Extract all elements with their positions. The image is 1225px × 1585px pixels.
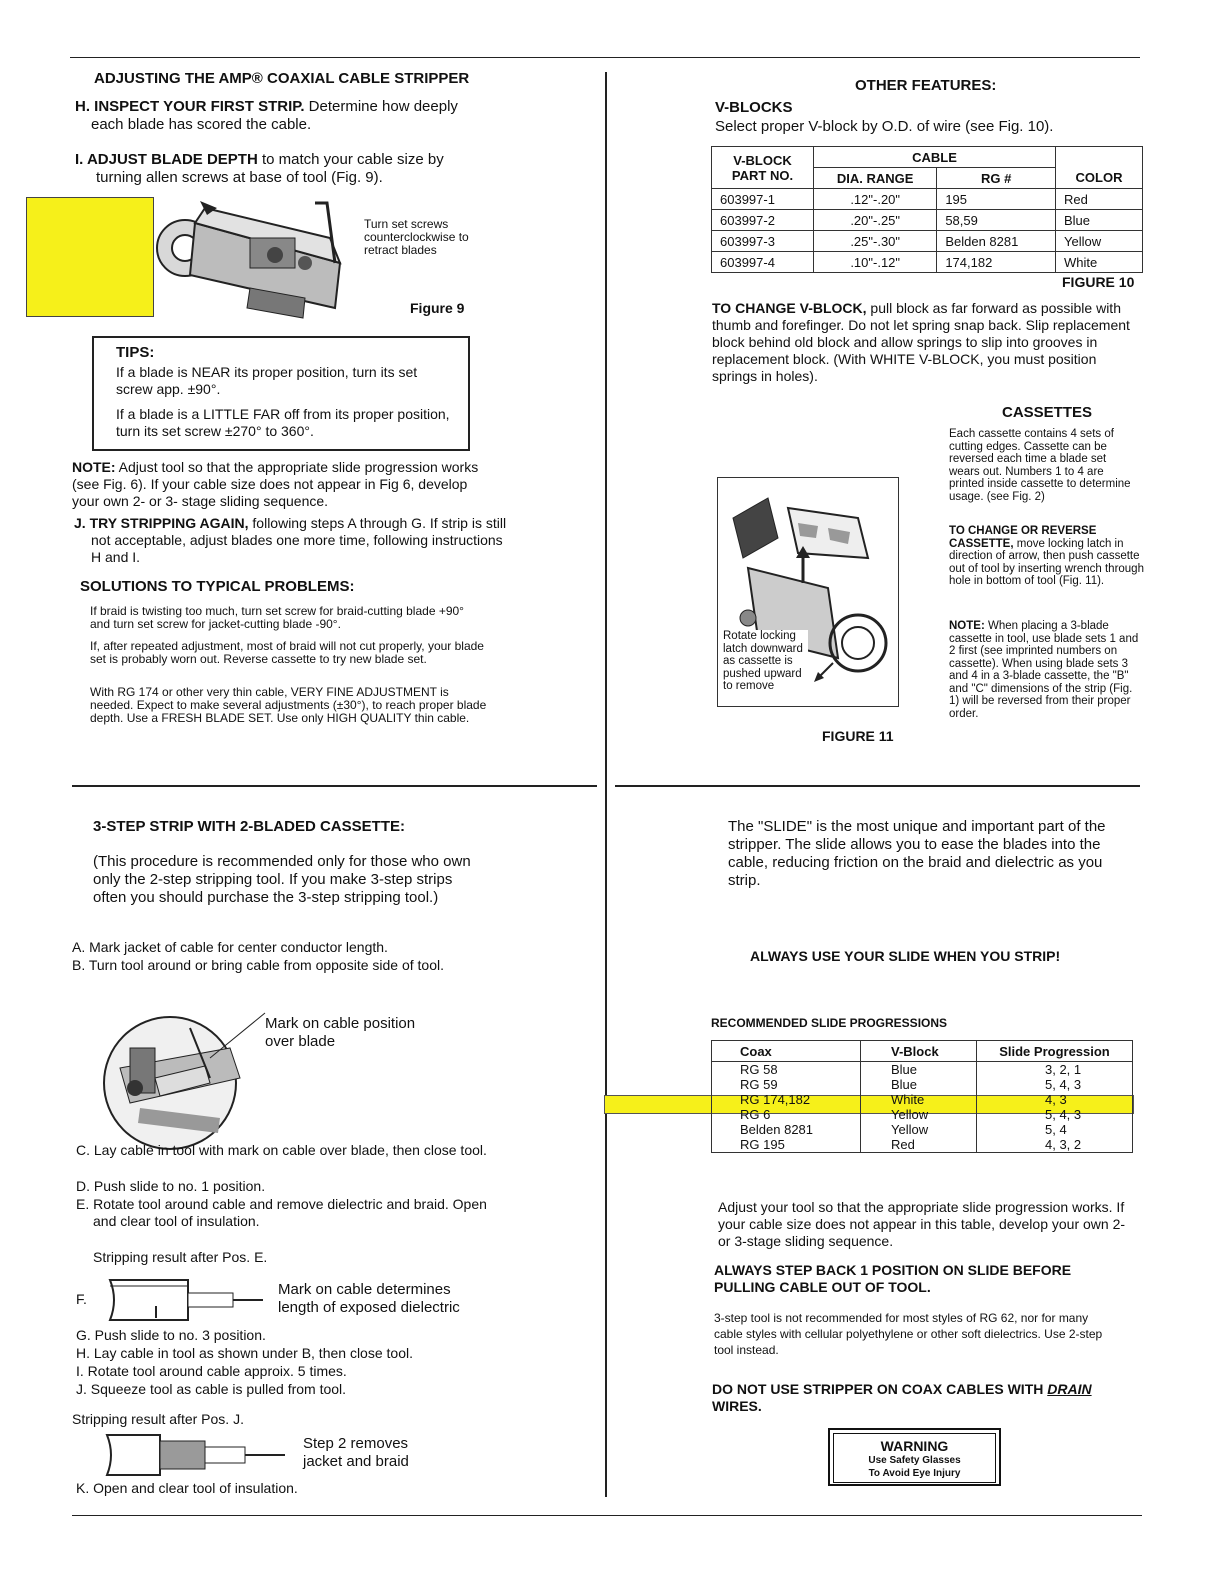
cell-rg: 58,59 xyxy=(937,210,1056,231)
drain-word: DRAIN xyxy=(1047,1381,1092,1397)
solutions-title: SOLUTIONS TO TYPICAL PROBLEMS: xyxy=(80,578,355,595)
cell-slide: 5, 4, 3 xyxy=(977,1107,1133,1122)
warning-box xyxy=(828,1428,1001,1486)
cell-coax: Belden 8281 xyxy=(712,1122,861,1137)
cell-rg: 174,182 xyxy=(937,252,1056,273)
cell-slide: 5, 4 xyxy=(977,1122,1133,1137)
fig-j-callout: Step 2 removes jacket and braid xyxy=(303,1435,409,1470)
q1-title: ADJUSTING THE AMP® COAXIAL CABLE STRIPPER xyxy=(94,70,470,87)
cell-coax: RG 195 xyxy=(712,1137,861,1153)
change-cassette-text: move locking latch in direction of arrow, then push cassette out of tool by inserting wrench through hole in bottom of tool (Fig. 11). xyxy=(949,537,1144,587)
do-not-use-text xyxy=(712,1381,1142,1415)
step-i-label: I. ADJUST BLADE DEPTH xyxy=(75,151,258,168)
fig9-caption: Turn set screws counterclockwise to retract blades xyxy=(364,217,469,257)
vblocks-title: V-BLOCKS xyxy=(715,99,793,116)
th-vblock: V-Block xyxy=(861,1041,977,1062)
step-j-text: following steps A through G. If strip is still not acceptable, adjust blades one more time, following instructions H and I. xyxy=(91,515,507,565)
q3-result-j: Stripping result after Pos. J. xyxy=(72,1411,244,1427)
cell-coax: RG 174,182 xyxy=(712,1092,861,1107)
th-color: COLOR xyxy=(1056,168,1143,189)
bottom-rule xyxy=(72,1515,1142,1516)
q3-step-c: C. Lay cable in tool with mark on cable over blade, then close tool. xyxy=(76,1142,487,1158)
fig-b-callout: Mark on cable position over blade xyxy=(265,1015,416,1050)
th-vblock-part: V-BLOCK PART NO. xyxy=(712,147,814,189)
q3-step-e: E. Rotate tool around cable and remove dielectric and braid. Open and clear tool of insulation. xyxy=(76,1196,487,1229)
strip-result-e-illustration xyxy=(108,1278,268,1323)
warning-line-2: To Avoid Eye Injury xyxy=(868,1468,961,1479)
cassettes-text-2 xyxy=(949,525,1144,588)
cell-vblock: Red xyxy=(861,1137,977,1153)
fig9-label: Figure 9 xyxy=(410,300,465,316)
cassettes-text-3 xyxy=(949,620,1144,720)
middle-rule-left xyxy=(72,785,597,787)
fig10-label: FIGURE 10 xyxy=(1062,274,1135,290)
step-h-label: H. INSPECT YOUR FIRST STRIP. xyxy=(75,98,305,115)
wires-word: WIRES. xyxy=(712,1398,762,1414)
adjust-text: Adjust your tool so that the appropriate slide progression works. If your cable size does not appear in this table, develop your own 2- or 3-stage sliding sequence. xyxy=(718,1199,1126,1249)
always-use-slide: ALWAYS USE YOUR SLIDE WHEN YOU STRIP! xyxy=(750,948,1061,964)
q3-step-d: D. Push slide to no. 1 position. xyxy=(76,1178,266,1194)
cell-vblock: Yellow xyxy=(861,1107,977,1122)
cell-rg: Belden 8281 xyxy=(937,231,1056,252)
cell-vblock: Blue xyxy=(861,1062,977,1078)
tip-far: If a blade is a LITTLE FAR off from its proper position, turn its set screw ±270° to 360°. xyxy=(116,406,450,439)
cell-slide: 4, 3 xyxy=(977,1092,1133,1107)
cell-slide: 4, 3, 2 xyxy=(977,1137,1133,1153)
change-vblock-text: pull block as far forward as possible with thumb and forefinger. Do not let spring snap back. Slip replacement block behind old block and allow springs to slip into grooves in replacement block. (With WHITE V-BLOCK, you must position springs in holes). xyxy=(712,300,1130,384)
step-i-text: to match your cable size by xyxy=(257,151,444,168)
do-not-use-main: DO NOT USE STRIPPER ON COAX CABLES WITH xyxy=(712,1381,1048,1397)
vblock-table xyxy=(711,146,1143,273)
th-cable: CABLE xyxy=(814,147,1056,168)
tip-near: If a blade is NEAR its proper position, turn its set screw app. ±90°. xyxy=(116,364,418,397)
cell-rg: 195 xyxy=(937,189,1056,210)
solution-3: With RG 174 or other very thin cable, VERY FINE ADJUSTMENT is needed. Expect to make several adjustments (±30°), to reach proper blade depth. Use a FRESH BLADE SET. Use only HIGH QUALITY thin cable. xyxy=(90,685,487,725)
cell-color: Yellow xyxy=(1056,231,1143,252)
table-row xyxy=(712,1107,1133,1122)
tips-title: TIPS: xyxy=(116,344,155,361)
vblocks-text: Select proper V-block by O.D. of wire (see Fig. 10). xyxy=(715,118,1054,135)
cell-dia: .20"-.25" xyxy=(814,210,937,231)
cell-coax: RG 6 xyxy=(712,1107,861,1122)
fig11-label: FIGURE 11 xyxy=(822,728,894,744)
cell-vblock: Blue xyxy=(861,1077,977,1092)
cell-part: 603997-4 xyxy=(712,252,814,273)
table-row xyxy=(712,1077,1133,1092)
q3-step-b: B. Turn tool around or bring cable from opposite side of tool. xyxy=(72,957,444,973)
fig-f-callout: Mark on cable determines length of exposed dielectric xyxy=(278,1281,460,1316)
change-cassette-label: TO CHANGE OR REVERSE CASSETTE, xyxy=(949,525,1097,550)
cassettes-text-1: Each cassette contains 4 sets of cutting edges. Cassette can be reversed each time a blade set wears out. Numbers 1 to 4 are printed inside cassette to determine usage. (see Fig. 2) xyxy=(949,428,1131,503)
th-dia-range: DIA. RANGE xyxy=(814,168,937,189)
cell-color: Red xyxy=(1056,189,1143,210)
cell-part: 603997-3 xyxy=(712,231,814,252)
cell-vblock: White xyxy=(861,1092,977,1107)
q3-step-j: J. Squeeze tool as cable is pulled from tool. xyxy=(76,1381,347,1397)
not-recommended-text: 3-step tool is not recommended for most styles of RG 62, nor for many cable styles with cellular polyethylene or other soft dielectrics. Use 2-step tool instead. xyxy=(714,1311,1103,1357)
cell-dia: .12"-.20" xyxy=(814,189,937,210)
q3-step-k: K. Open and clear tool of insulation. xyxy=(76,1480,298,1496)
cell-part: 603997-1 xyxy=(712,189,814,210)
q1-note xyxy=(72,459,497,510)
table-row xyxy=(712,1062,1133,1078)
solution-1: If braid is twisting too much, turn set screw for braid-cutting blade +90° and turn set screw for jacket-cutting blade -90°. xyxy=(90,604,464,631)
table-row xyxy=(712,252,1143,273)
solution-2: If, after repeated adjustment, most of braid will not cut properly, your blade set is probably worn out. Reverse cassette to try new blade set. xyxy=(90,639,484,666)
table-row xyxy=(712,1137,1133,1153)
figure-step-b-illustration xyxy=(100,1008,270,1158)
q3-step-a: A. Mark jacket of cable for center conductor length. xyxy=(72,939,388,955)
step-i-text2: turning allen screws at base of tool (Fig. 9). xyxy=(96,169,383,186)
step-j-label: J. TRY STRIPPING AGAIN, xyxy=(74,515,249,531)
q2-title: OTHER FEATURES: xyxy=(855,77,997,94)
table-row-highlighted xyxy=(712,1092,1133,1107)
table-row xyxy=(712,1122,1133,1137)
cassette-note-label: NOTE: xyxy=(949,620,985,632)
th-coax: Coax xyxy=(712,1041,861,1062)
th-slide-progression: Slide Progression xyxy=(977,1041,1133,1062)
cell-vblock: Yellow xyxy=(861,1122,977,1137)
q3-step-h: H. Lay cable in tool as shown under B, then close tool. xyxy=(76,1345,413,1361)
figure-9-tool-illustration xyxy=(155,193,360,328)
q3-step-i: I. Rotate tool around cable approix. 5 times. xyxy=(76,1363,347,1379)
q1-step-j xyxy=(74,515,511,566)
strip-result-j-illustration xyxy=(105,1433,290,1478)
tips-box xyxy=(92,336,470,451)
cassettes-title: CASSETTES xyxy=(1002,404,1093,421)
step-h-text2: each blade has scored the cable. xyxy=(91,116,312,133)
q3-intro: (This procedure is recommended only for those who own only the 2-step stripping tool. If you make 3-step strips often you should purchase the 3-step stripping tool.) xyxy=(93,853,471,906)
slide-progression-table xyxy=(711,1040,1133,1153)
cell-coax: RG 58 xyxy=(712,1062,861,1078)
middle-rule-right xyxy=(615,785,1140,787)
note-label: NOTE: xyxy=(72,459,116,475)
q3-step-g: G. Push slide to no. 3 position. xyxy=(76,1327,266,1343)
change-vblock-label: TO CHANGE V-BLOCK, xyxy=(712,300,867,316)
q1-step-h xyxy=(75,98,515,134)
note-text: Adjust tool so that the appropriate slide progression works (see Fig. 6). If your cable size does not appear in Fig 6, develop your own 2- or 3- stage sliding sequence. xyxy=(72,459,479,509)
recommended-title: RECOMMENDED SLIDE PROGRESSIONS xyxy=(711,1016,948,1030)
cell-slide: 5, 4, 3 xyxy=(977,1077,1133,1092)
q3-title: 3-STEP STRIP WITH 2-BLADED CASSETTE: xyxy=(93,818,405,835)
cell-color: Blue xyxy=(1056,210,1143,231)
cassette-note-text: When placing a 3-blade cassette in tool, use blade sets 1 and 2 first (see imprinted numbers on cassette). When using blade sets 3 and 4 in a 3-blade cassette, the "B" and "C" dimensions of the strip (Fig. 1) will be reversed from their proper order. xyxy=(949,620,1139,720)
top-rule xyxy=(70,57,1140,58)
step-back-text: ALWAYS STEP BACK 1 POSITION ON SLIDE BEFORE PULLING CABLE OUT OF TOOL. xyxy=(714,1262,1072,1295)
cell-coax: RG 59 xyxy=(712,1077,861,1092)
th-rg: RG # xyxy=(937,168,1056,189)
table-row xyxy=(712,231,1143,252)
cell-dia: .10"-.12" xyxy=(814,252,937,273)
table-row xyxy=(712,189,1143,210)
table-row xyxy=(712,210,1143,231)
highlight-box-left xyxy=(26,197,154,317)
change-vblock xyxy=(712,300,1137,385)
cell-color: White xyxy=(1056,252,1143,273)
warning-line-1: Use Safety Glasses xyxy=(868,1455,961,1466)
q3-result-e: Stripping result after Pos. E. xyxy=(93,1249,268,1265)
center-divider xyxy=(605,72,607,1497)
warning-title: WARNING xyxy=(880,1438,949,1454)
slide-description: The "SLIDE" is the most unique and important part of the stripper. The slide allows you to ease the blades into the cable, reducing friction on the braid and dielectric as you strip. xyxy=(728,818,1106,889)
step-h-text: Determine how deeply xyxy=(304,98,458,115)
cell-part: 603997-2 xyxy=(712,210,814,231)
cell-dia: .25"-.30" xyxy=(814,231,937,252)
q3-step-f-label: F. xyxy=(76,1291,87,1307)
fig11-callout: Rotate locking latch downward as cassette is pushed upward to remove xyxy=(723,630,808,693)
q1-step-i xyxy=(75,151,515,187)
cell-slide: 3, 2, 1 xyxy=(977,1062,1133,1078)
